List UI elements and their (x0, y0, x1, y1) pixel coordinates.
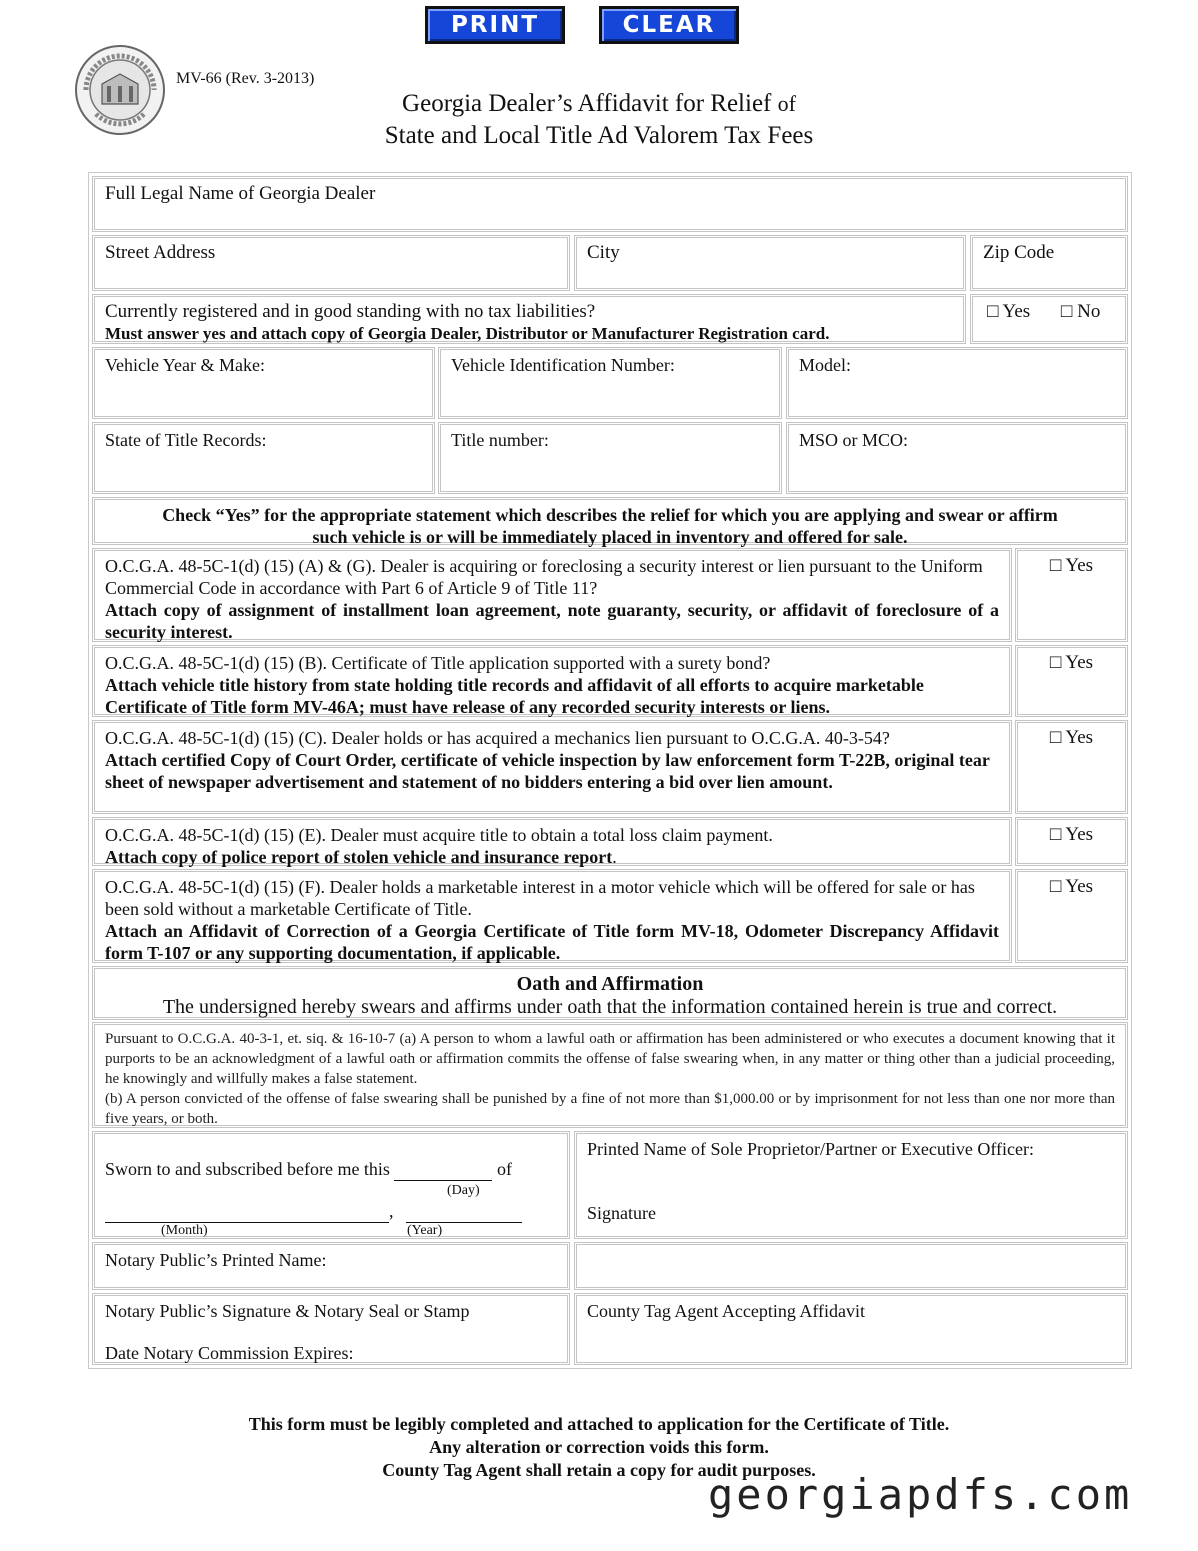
model-label: Model: (799, 355, 851, 375)
city-field[interactable] (574, 235, 966, 291)
notary-signature-field[interactable] (92, 1293, 570, 1365)
relief-instructions (92, 497, 1128, 545)
sworn-of: of (496, 1159, 512, 1179)
yes-checkbox[interactable]: □ Yes (1049, 727, 1094, 748)
statement-attach: Attach an Affidavit of Correction of a Georgia Certificate of Title form MV-18, Odometer Discrepancy Affidavit form T-107 or any supporting documentation, if applicable. (105, 921, 999, 963)
title-number-label: Title number: (451, 430, 549, 450)
mso-mco-field[interactable] (786, 422, 1128, 494)
statement-text: O.C.G.A. 48-5C-1(d) (15) (C). Dealer holds or has acquired a mechanics lien pursuant to O.C.G.A. 40-3-54? (105, 728, 890, 748)
vin-label: Vehicle Identification Number: (451, 355, 675, 375)
model-field[interactable] (786, 347, 1128, 419)
statement-b (92, 645, 1012, 717)
date-comma: , (389, 1201, 394, 1221)
month-input[interactable] (105, 1200, 389, 1223)
statement-text: O.C.G.A. 48-5C-1(d) (15) (F). Dealer holds a marketable interest in a motor vehicle which will be offered for sale or has been sold without a marketable Certificate of Title. (105, 877, 975, 919)
day-input[interactable] (394, 1158, 492, 1181)
statement-text: O.C.G.A. 48-5C-1(d) (15) (A) & (G). Dealer is acquiring or foreclosing a security interest or lien pursuant to the Uniform Commercial Code in accordance with Part 6 of Article 9 of Title 11? (105, 556, 983, 598)
mso-mco-label: MSO or MCO: (799, 430, 909, 450)
zip-code-label: Zip Code (983, 242, 1055, 263)
statement-f (92, 869, 1012, 963)
notary-printed-name-label: Notary Public’s Printed Name: (105, 1250, 327, 1270)
yes-checkbox[interactable]: □ Yes (1049, 876, 1094, 897)
statement-a-g (92, 548, 1012, 642)
footer-line2: Any alteration or correction voids this form. (429, 1437, 769, 1457)
footer-line3: County Tag Agent shall retain a copy for audit purposes. (382, 1460, 816, 1480)
registration-note: Must answer yes and attach copy of Georgia Dealer, Distributor or Manufacturer Registration card. (105, 324, 830, 343)
registration-question (92, 294, 966, 344)
statement-attach: Attach copy of police report of stolen vehicle and insurance report (105, 847, 613, 867)
form-number: MV-66 (Rev. 3-2013) (176, 70, 315, 87)
registration-yes-checkbox[interactable]: □ Yes (987, 301, 1031, 322)
statement-text: O.C.G.A. 48-5C-1(d) (15) (B). Certificate of Title application supported with a surety bond? (105, 653, 771, 673)
notary-expires-label: Date Notary Commission Expires: (105, 1343, 354, 1363)
legal-notice-b: (b) A person convicted of the offense of false swearing shall be punished by a fine of not more than $1,000.00 or by imprisonment for not less than one nor more than five years, or both. (105, 1091, 1115, 1127)
statement-b-check (1015, 645, 1128, 717)
yes-checkbox[interactable]: □ Yes (1049, 824, 1094, 845)
notary-signature-label: Notary Public’s Signature & Notary Seal or Stamp (105, 1301, 470, 1321)
statement-attach-period: . (612, 847, 617, 867)
street-address-label: Street Address (105, 242, 216, 263)
watermark: georgiapdfs.com (708, 1470, 1133, 1519)
title-text: Georgia Dealer’s Affidavit for Relief (402, 90, 772, 117)
print-button[interactable]: PRINT (425, 6, 565, 44)
yes-checkbox[interactable]: □ Yes (1049, 555, 1094, 576)
city-label: City (587, 242, 620, 263)
false-swearing-notice (92, 1022, 1128, 1128)
sworn-subscribed-block (92, 1131, 570, 1239)
statement-a-g-check (1015, 548, 1128, 642)
day-caption: (Day) (447, 1183, 480, 1198)
zip-code-field[interactable] (970, 235, 1128, 291)
statement-attach: Attach copy of assignment of installment loan agreement, note guaranty, security, or affidavit of foreclosure of a security interest. (105, 600, 999, 642)
statement-c-check (1015, 720, 1128, 814)
vin-field[interactable] (438, 347, 782, 419)
registration-answer (970, 294, 1128, 344)
instructions-line1: Check “Yes” for the appropriate statement which describes the relief for which you are applying and swear or affirm (162, 505, 1058, 525)
oath-section (92, 966, 1128, 1020)
statement-text: O.C.G.A. 48-5C-1(d) (15) (E). Dealer must acquire title to obtain a total loss claim payment. (105, 825, 773, 845)
vehicle-year-make-field[interactable] (92, 347, 435, 419)
state-title-records-field[interactable] (92, 422, 435, 494)
oath-text: The undersigned hereby swears and affirms under oath that the information contained herein is true and correct. (162, 996, 1058, 1018)
form-title-line1 (0, 90, 1198, 118)
statement-f-check (1015, 869, 1128, 963)
signature-label: Signature (587, 1203, 656, 1223)
county-tag-agent-label: County Tag Agent Accepting Affidavit (587, 1301, 866, 1321)
statement-e (92, 817, 1012, 866)
statement-attach: Attach vehicle title history from state holding title records and affidavit of all efforts to acquire marketable Certificate of Title form MV-46A; must have release of any recorded security interests or liens. (105, 675, 924, 717)
printed-name-label: Printed Name of Sole Proprietor/Partner or Executive Officer: (587, 1139, 1035, 1159)
vehicle-year-make-label: Vehicle Year & Make: (105, 355, 265, 375)
title-number-field[interactable] (438, 422, 782, 494)
clear-button[interactable]: CLEAR (599, 6, 739, 44)
dealer-name-label: Full Legal Name of Georgia Dealer (105, 183, 376, 204)
county-tag-agent-field[interactable] (574, 1293, 1128, 1365)
yes-checkbox[interactable]: □ Yes (1049, 652, 1094, 673)
month-caption: (Month) (161, 1223, 208, 1238)
statement-attach: Attach certified Copy of Court Order, certificate of vehicle inspection by law enforcement form T-22B, original tear sheet of newspaper advertisement and statement of no bidders entering a bid over lien amount. (105, 750, 990, 792)
registration-no-checkbox[interactable]: □ No (1060, 301, 1101, 322)
officer-signature-block[interactable] (574, 1131, 1128, 1239)
statement-e-check (1015, 817, 1128, 866)
year-caption: (Year) (407, 1223, 443, 1238)
state-title-records-label: State of Title Records: (105, 430, 267, 450)
notary-printed-name-field[interactable] (92, 1242, 570, 1290)
form-title-line2: State and Local Title Ad Valorem Tax Fees (384, 122, 814, 149)
instructions-line2: such vehicle is or will be immediately placed in inventory and offered for sale. (312, 527, 908, 547)
dealer-name-field[interactable] (92, 176, 1128, 232)
legal-notice-a: Pursuant to O.C.G.A. 40-3-1, et. siq. & 16-10-7 (a) A person to whom a lawful oath or affirmation has been administered or who executes a document knowing that it purports to be an acknowledgment of a lawful oath or affirmation commits the offense of false swearing when, in any matter or thing other than a judicial proceeding, he knowingly and willfully makes a false statement. (105, 1031, 1115, 1087)
sworn-prefix: Sworn to and subscribed before me this (105, 1159, 390, 1179)
blank-field[interactable] (574, 1242, 1128, 1290)
oath-heading: Oath and Affirmation (516, 973, 704, 995)
street-address-field[interactable] (92, 235, 570, 291)
title-of: of (777, 91, 796, 116)
statement-c (92, 720, 1012, 814)
footer-line1: This form must be legibly completed and attached to application for the Certificate of Title. (248, 1414, 950, 1434)
registration-question-text: Currently registered and in good standing with no tax liabilities? (105, 301, 596, 322)
